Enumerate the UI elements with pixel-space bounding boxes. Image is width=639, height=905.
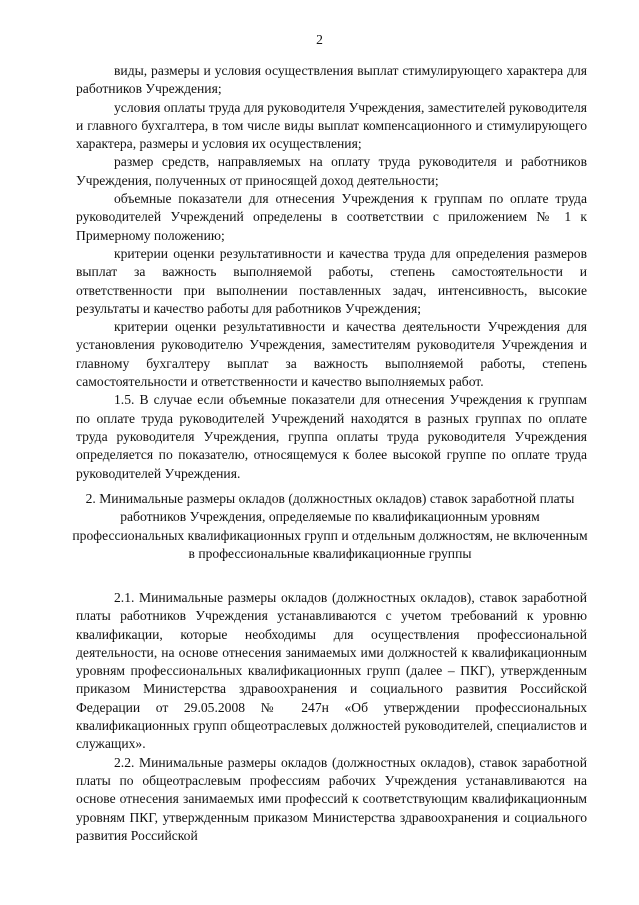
page-number: 2: [316, 32, 323, 47]
upper-text-block: [76, 62, 587, 483]
section-heading: 2. Минимальные размеры окладов (должностных окладов) ставок заработной платы работников Учреждения, определяемые по квалификационным уровням профессиональных квалификационных групп и отдельным должностям, не включенным в профессиональные квалификационные группы: [72, 491, 588, 562]
paragraph: условия оплаты труда для руководителя Учреждения, заместителей руководителя и главного бухгалтера, в том числе виды выплат компенсационного и стимулирующего характера, размеры и условия их осуществления;: [76, 99, 587, 152]
paragraph: критерии оценки результативности и качества деятельности Учреждения для установления руководителю Учреждения, заместителям руководителя Учреждения и главному бухгалтеру выплат за важность выполняемой работы, степень самостоятельности и ответственности и качество выполняемых работ.: [76, 319, 587, 390]
lower-text-block: [76, 589, 587, 845]
paragraph: виды, размеры и условия осуществления выплат стимулирующего характера для работников Учреждения;: [76, 63, 587, 97]
paragraph: размер средств, направляемых на оплату труда руководителя и работников Учреждения, полученных от приносящей доход деятельности;: [76, 154, 587, 188]
paragraph: 1.5. В случае если объемные показатели для отнесения Учреждения к группам по оплате труда руководителей Учреждений находятся в разных группах по оплате труда руководителя Учреждения, группа оплаты труда руководителя Учреждения определяется по показателю, относящемуся к более высокой группе по оплате труда руководителей Учреждения.: [76, 392, 587, 481]
paragraph: объемные показатели для отнесения Учреждения к группам по оплате труда руководителей Учреждений определены в соответствии с приложением № 1 к Примерному положению;: [76, 191, 587, 243]
paragraph: 2.2. Минимальные размеры окладов (должностных окладов), ставок заработной платы по общеотраслевым профессиям рабочих Учреждения устанавливаются на основе отнесения занимаемых ими профессий к соответствующим квалификационным уровням ПКГ, утвержденным приказом Министерства здравоохранения и социального развития Российской: [76, 754, 587, 843]
paragraph: критерии оценки результативности и качества труда для определения размеров выплат за важность выполняемой работы, степень самостоятельности и ответственности при выполнении поставленных задач, интенсивность, высокие результаты и качество работы для работников Учреждения;: [76, 245, 587, 316]
paragraph: 2.1. Минимальные размеры окладов (должностных окладов), ставок заработной платы работников Учреждения устанавливаются с учетом требований к уровню квалификации, которые необходимы для осуществления профессиональной деятельности, на основе отнесения занимаемых ими должностей к квалификационным уровням профессиональных квалификационных групп (далее – ПКГ), утвержденным приказом Министерства здравоохранения и социального развития Российской Федерации от 29.05.2008 № 247н «Об утверждении профессиональных квалификационных групп общеотраслевых должностей руководителей, специалистов и служащих».: [76, 590, 587, 752]
